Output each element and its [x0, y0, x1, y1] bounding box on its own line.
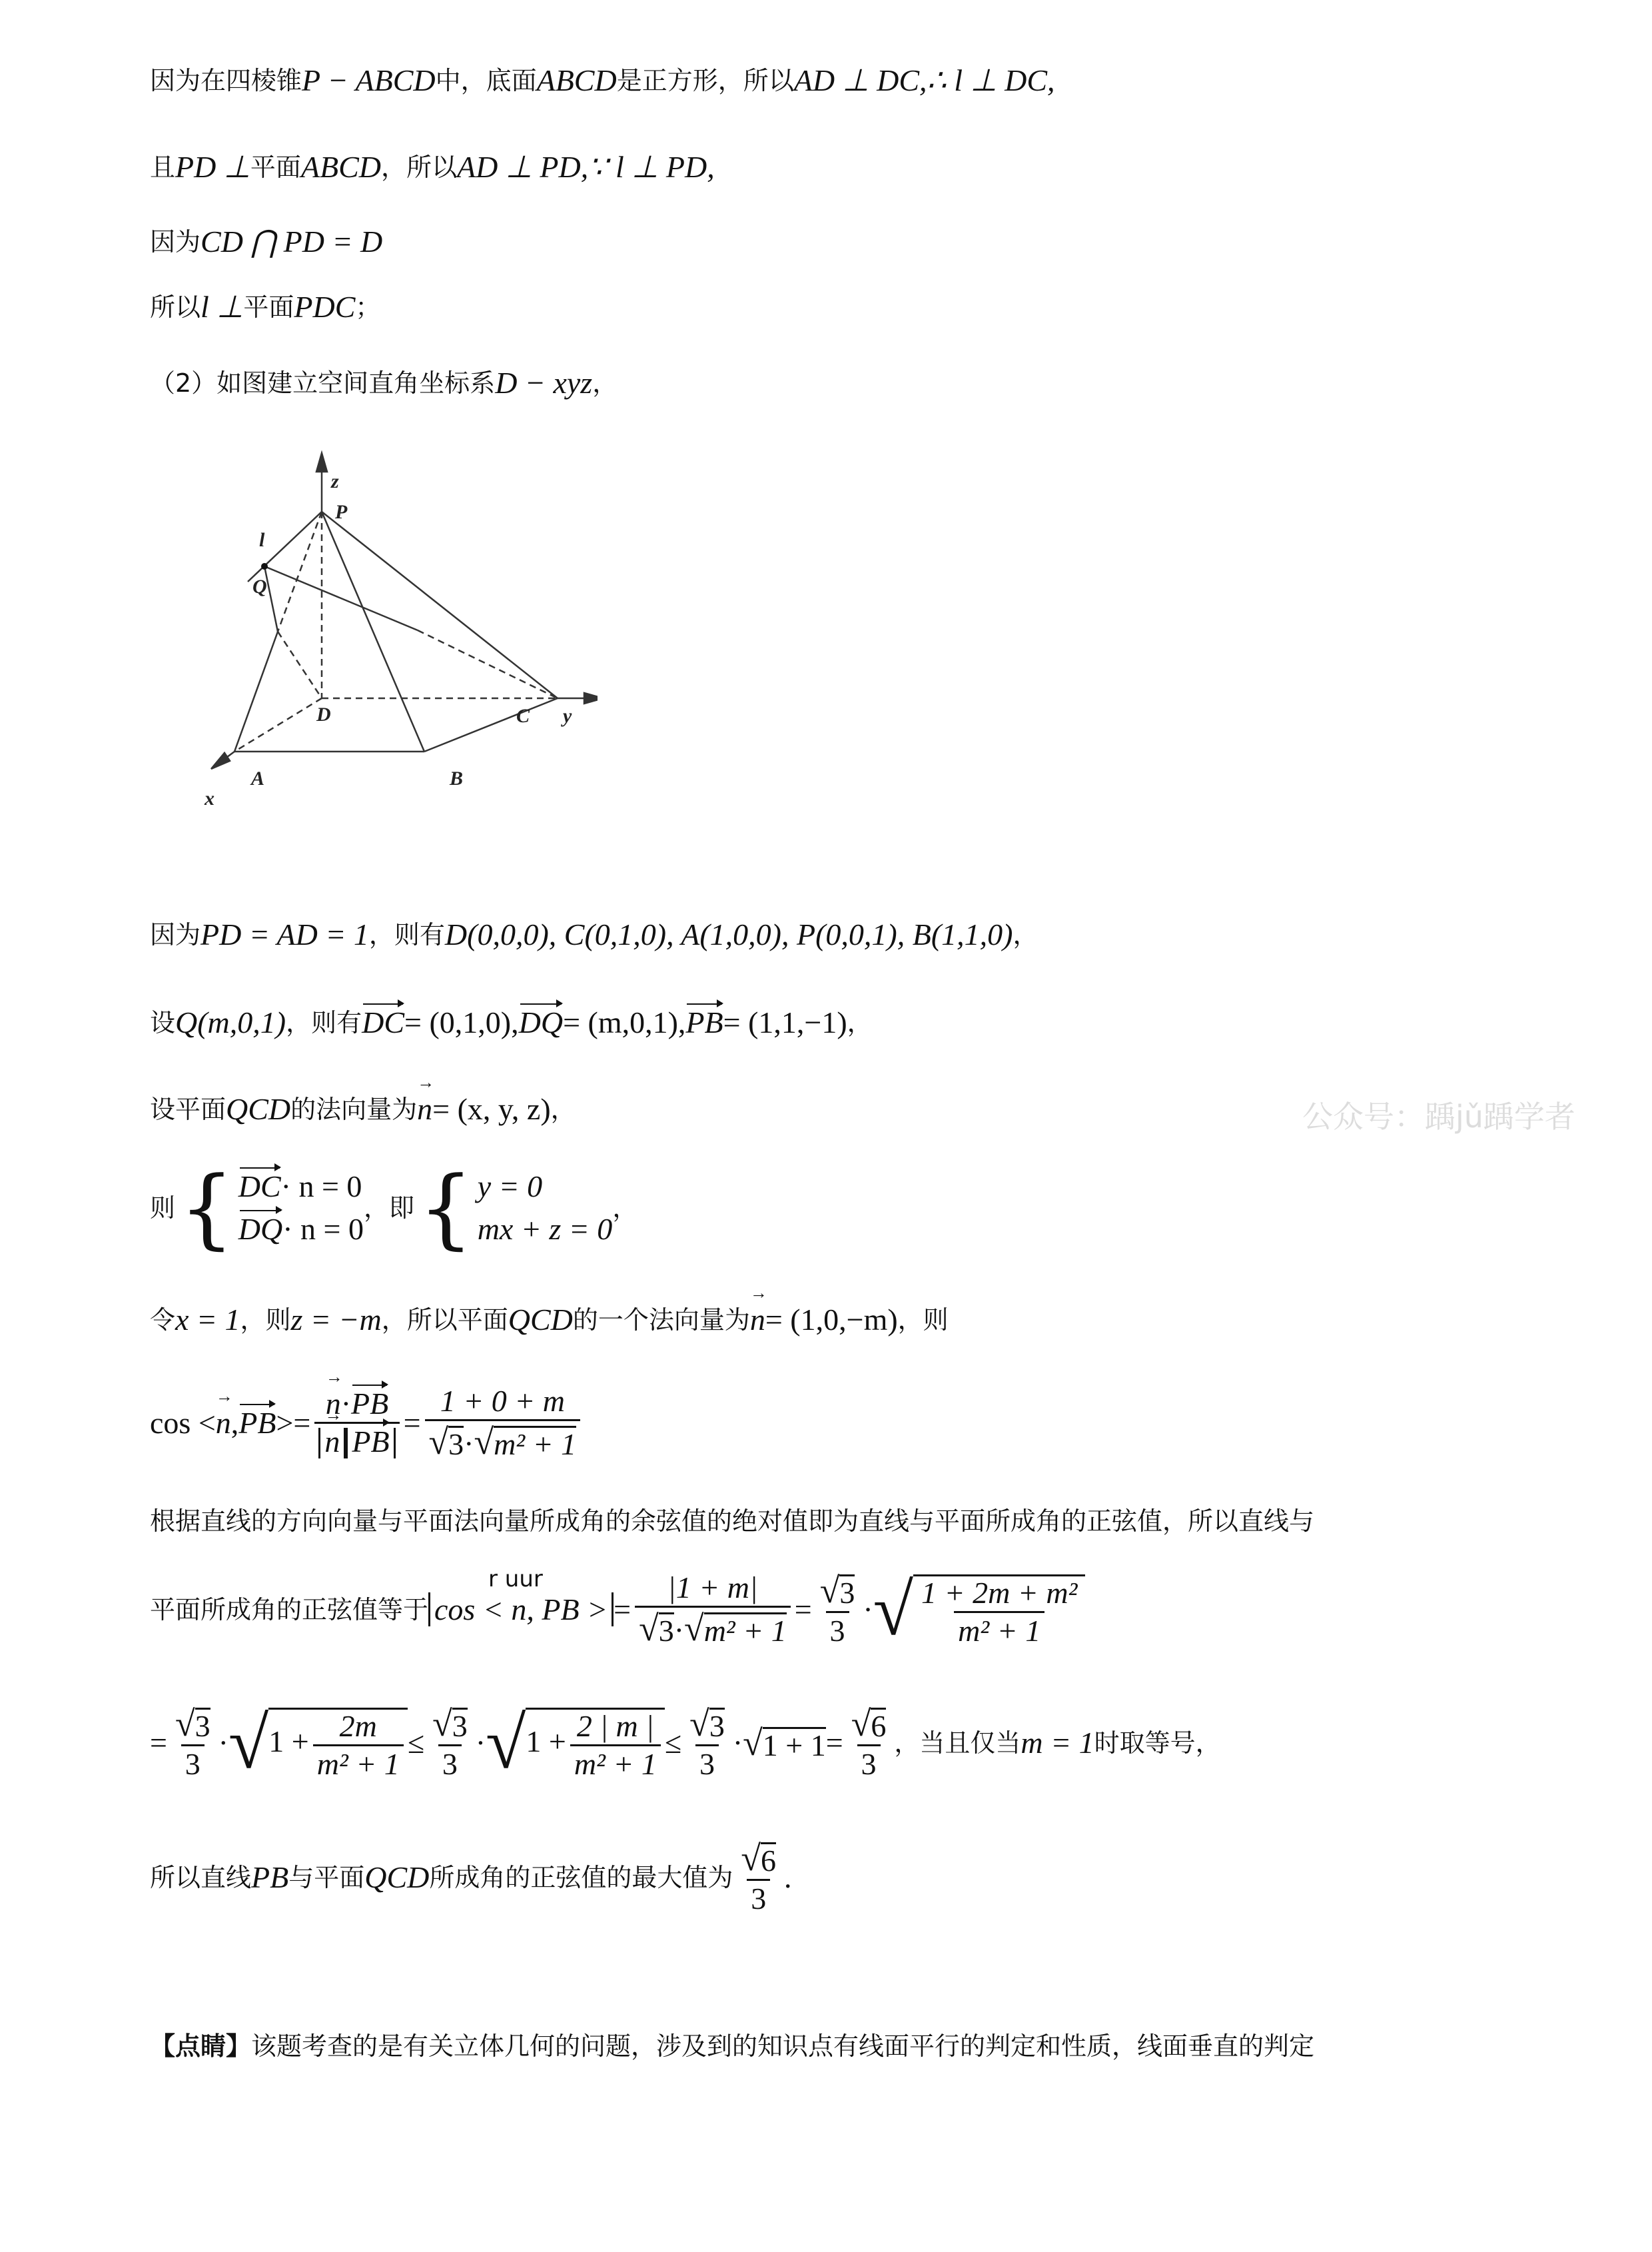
numerator: 2 | m |: [576, 1708, 654, 1743]
fraction: [570, 1708, 661, 1781]
vector-PB: PB: [352, 1424, 390, 1458]
numerator: |1 + m|: [667, 1570, 758, 1604]
denominator: 3: [747, 1879, 770, 1914]
math: D − xyz: [495, 366, 593, 400]
math: z = −m: [290, 1303, 382, 1337]
fraction: [313, 1708, 404, 1781]
math: = (m,0,1),: [563, 1005, 686, 1039]
edge-QD: [278, 632, 322, 698]
vector-n: n →: [216, 1408, 231, 1438]
label-B: B: [450, 768, 464, 790]
math: cos <: [150, 1405, 216, 1440]
edge-A-lower: [234, 632, 278, 752]
fraction: |1 + m| √ 3 · √ m² + 1: [635, 1572, 791, 1646]
numerator: 1 + 2m + m²: [921, 1575, 1078, 1610]
label-z: z: [331, 470, 339, 492]
text: 时取等号，: [1094, 1728, 1221, 1758]
inequality-chain: = √ 3 3 · √ 1 + $\frac{2m}{\text{m² + 1}}$ ≤ √ 3 3 · √ 1 + $\frac{2 | m |}{\text{m² + 1}}$ ≤ √ 3 3 · √ 1 + 1 = √ 6 3 ，当且仅当 m = 1 时取等号，: [150, 1702, 1221, 1784]
math: QCD: [508, 1303, 573, 1337]
text: ，则有: [286, 1008, 362, 1037]
math: ABCD: [300, 150, 382, 184]
fraction: √ 6 3: [851, 1704, 887, 1781]
edge-BC: [424, 698, 558, 752]
math: AD ⊥ PD,∵ l ⊥ PD,: [457, 150, 715, 184]
y-axis-arrow-icon: [584, 693, 598, 704]
abs-cos: [428, 1565, 614, 1626]
text: 设: [150, 1008, 176, 1037]
text: 因为: [150, 920, 201, 949]
math: ,: [230, 1405, 239, 1440]
math: .: [784, 1860, 792, 1894]
math: ·: [732, 1725, 743, 1760]
math: ≤: [407, 1725, 425, 1760]
math: 3: [839, 1576, 855, 1610]
math: 6: [761, 1844, 777, 1878]
math: · n = 0: [282, 1212, 364, 1246]
denominator: 3: [695, 1744, 719, 1780]
vector-n: n →: [326, 1389, 341, 1419]
fraction: √ 6 3: [741, 1838, 777, 1916]
math: = (1,0,−m): [765, 1303, 898, 1337]
math: 1 + 1: [762, 1728, 826, 1762]
text: 的法向量为: [290, 1095, 418, 1124]
fraction: 1 + 0 + m √ 3 · √ m² + 1: [425, 1386, 581, 1460]
edge-PB: [322, 512, 424, 752]
math: = (1,1,−1): [723, 1005, 847, 1039]
sine-formula: 平面所成角的正弦值等于 r uur cos < n, PB > = |1 + m| √ 3 · √ m² + 1 = √ 3 3 · √ $\frac{\text{1 + 2m + m²}}{\text{m² + 1}}$: [150, 1572, 1085, 1646]
denominator: 3: [181, 1744, 205, 1780]
pyramid-diagram: [198, 445, 598, 825]
vector-DQ: DQ: [518, 1005, 564, 1039]
text: 的一个法向量为: [572, 1305, 750, 1335]
label-Q: Q: [252, 576, 267, 598]
z-axis-arrow-icon: [316, 453, 327, 472]
math: y = 0: [477, 1169, 543, 1203]
label-x: x: [205, 788, 214, 810]
fraction: √ 3 3: [819, 1570, 855, 1648]
text: 设平面: [150, 1095, 226, 1124]
math: m² + 1: [494, 1427, 577, 1461]
point-Q: [261, 563, 268, 570]
left-brace: {: [418, 1157, 474, 1259]
denominator: m² + 1: [954, 1611, 1044, 1646]
math: ·: [464, 1426, 474, 1460]
text: ，则: [240, 1305, 291, 1335]
math: Q(m,0,1): [175, 1005, 286, 1039]
math: m² + 1: [703, 1614, 787, 1648]
math: ·: [863, 1592, 873, 1626]
vector-DC: DC: [362, 1005, 405, 1039]
math: mx + z = 0: [477, 1212, 613, 1246]
math: 3: [195, 1709, 210, 1743]
edge-QC-hidden: [418, 630, 558, 698]
math: ·: [340, 1387, 352, 1420]
vector-PB: PB: [351, 1387, 389, 1420]
math: CD ⋂ PD = D: [201, 225, 383, 259]
math: =: [150, 1725, 167, 1760]
text: （2）如图建立空间直角坐标系: [150, 368, 496, 398]
math: QCD: [226, 1092, 291, 1126]
text-line-1: [150, 65, 1055, 96]
text: 因为: [150, 227, 201, 257]
text: ，所以: [381, 153, 458, 182]
denominator: 3: [438, 1744, 462, 1780]
fraction: [314, 1389, 399, 1457]
left-brace: {: [179, 1157, 234, 1259]
text-line-3: [150, 227, 382, 257]
text-line-10: [150, 1305, 949, 1335]
text-line-12: [150, 1508, 1314, 1534]
text-line-4: [150, 292, 380, 322]
vector-n: n →: [750, 1305, 765, 1335]
fraction: [917, 1575, 1081, 1648]
text: ，: [612, 1193, 638, 1223]
math: >=: [276, 1405, 311, 1440]
math: =: [794, 1592, 812, 1626]
math: PD ⊥: [175, 150, 250, 184]
denominator: 3: [857, 1744, 881, 1780]
watermark: 公众号：踽jǔ踽学者: [1302, 1099, 1575, 1135]
text: 是正方形，所以: [616, 66, 794, 95]
text: 令: [150, 1305, 176, 1335]
label-C: C: [516, 705, 530, 727]
text: ，则: [897, 1305, 949, 1335]
text: ，: [847, 1008, 873, 1037]
text: ，: [1013, 920, 1038, 949]
numerator: 2m: [339, 1708, 377, 1743]
text: ，: [550, 1095, 576, 1124]
math: =: [825, 1725, 843, 1760]
x-axis-arrow-icon: [211, 753, 230, 769]
system-left: [238, 1171, 364, 1245]
vector-n: n →: [324, 1426, 340, 1457]
math: = (x, y, z): [432, 1092, 551, 1126]
denominator: m² + 1: [570, 1744, 661, 1780]
math: AD ⊥ DC,∴ l ⊥ DC,: [793, 63, 1055, 97]
math: QCD: [364, 1860, 430, 1894]
vector-DC: DC: [238, 1169, 281, 1203]
math: ·: [218, 1725, 228, 1760]
vector-PB: PB: [238, 1405, 276, 1440]
math: x = 1: [175, 1303, 240, 1337]
math: m = 1: [1021, 1725, 1094, 1760]
text: 所成角的正弦值的最大值为: [429, 1862, 733, 1892]
math: cos < n, PB >: [428, 1592, 614, 1626]
text: ，即: [363, 1193, 414, 1223]
text: 该题考查的是有关立体几何的问题，涉及到的知识点有线面平行的判定和性质，线面垂直的判定: [251, 2031, 1315, 2061]
fraction: √ 3 3: [175, 1704, 210, 1781]
label-P: P: [335, 501, 348, 523]
math: ·: [673, 1613, 685, 1647]
vector-PB: PB: [685, 1005, 723, 1039]
fraction: √ 3 3: [689, 1704, 725, 1781]
numerator: 1 + 0 + m: [440, 1384, 565, 1418]
vector-DQ: DQ: [238, 1212, 283, 1246]
math: ≤: [664, 1725, 682, 1760]
text: 所以直线: [150, 1862, 252, 1892]
text: 则: [150, 1193, 176, 1223]
text: ，则有: [368, 920, 445, 949]
math: 3: [658, 1614, 674, 1648]
math: 1 +: [526, 1724, 566, 1758]
math: = (0,1,0),: [404, 1005, 519, 1039]
text: ；: [355, 292, 381, 322]
text: ，: [592, 368, 618, 398]
math: =: [614, 1592, 631, 1626]
text-line-15: [150, 1840, 792, 1914]
denominator: 3: [826, 1611, 849, 1646]
text-line-2: [150, 152, 715, 183]
math: l ⊥: [201, 290, 244, 324]
math: ·: [475, 1725, 486, 1760]
math: PDC: [294, 290, 356, 324]
text: 平面: [243, 292, 294, 322]
text-line-8: [150, 1094, 576, 1125]
math: PB: [251, 1860, 289, 1894]
label-l: l: [259, 529, 265, 551]
math: D(0,0,0), C(0,1,0), A(1,0,0), P(0,0,1), B(1,1,0): [444, 917, 1013, 951]
math: 3: [448, 1427, 464, 1461]
text: 且: [150, 153, 176, 182]
edge-QC: [264, 566, 418, 630]
equation-system: [150, 1157, 638, 1259]
math: 1 +: [268, 1724, 309, 1758]
edge-DA: [234, 698, 322, 752]
label-D: D: [316, 704, 331, 726]
cos-formula: [150, 1386, 584, 1460]
math: P − ABCD: [302, 63, 436, 97]
text-line-16: [150, 2033, 1314, 2059]
text-line-6: [150, 919, 1038, 950]
edge-PA-hidden: [278, 512, 322, 632]
text: ，当且仅当: [894, 1728, 1021, 1758]
text-line-5: [150, 368, 618, 398]
text: 平面所成角的正弦值等于: [150, 1594, 429, 1624]
math: 3: [709, 1709, 725, 1743]
vector-n: n →: [417, 1094, 432, 1125]
text: 所以: [150, 292, 201, 322]
fraction: √ 3 3: [432, 1704, 468, 1781]
math: PD = AD = 1: [201, 917, 369, 951]
text: 因为在四棱锥: [150, 66, 302, 95]
system-right: [478, 1171, 613, 1245]
label-y: y: [563, 705, 572, 727]
comment-label: 【点睛】: [150, 2031, 252, 2061]
text: 平面: [250, 153, 301, 182]
text: 与平面: [288, 1862, 365, 1892]
label-A: A: [251, 768, 265, 790]
math: 6: [871, 1709, 887, 1743]
math: · n = 0: [280, 1169, 362, 1203]
math: =: [403, 1405, 421, 1440]
math: ABCD: [536, 63, 617, 97]
denominator: m² + 1: [313, 1744, 404, 1780]
text: 中，底面: [435, 66, 537, 95]
text: ，所以平面: [381, 1305, 508, 1335]
text: 根据直线的方向向量与平面法向量所成角的余弦值的绝对值即为直线与平面所成角的正弦值，所以直线与: [150, 1506, 1315, 1536]
math: 3: [452, 1709, 468, 1743]
text-line-7: [150, 1007, 873, 1038]
vector-marks: r uur: [488, 1565, 543, 1592]
